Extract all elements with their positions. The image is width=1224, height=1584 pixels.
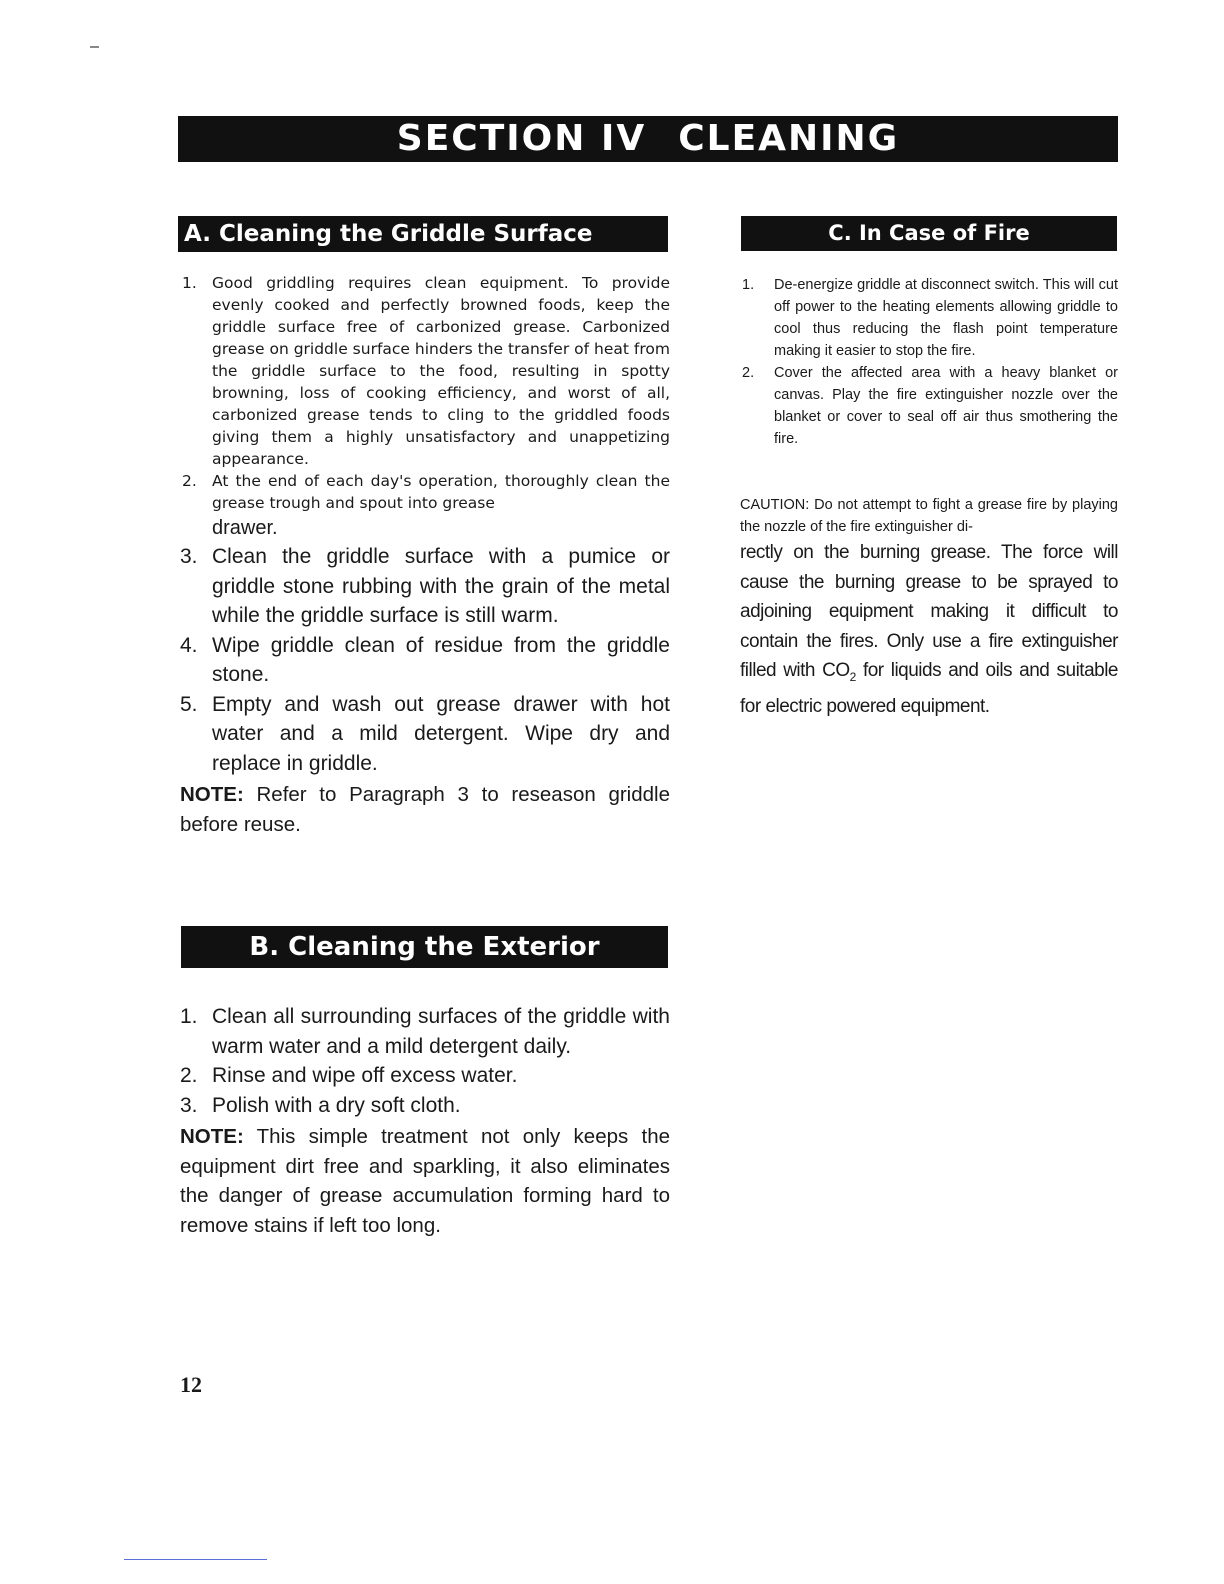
section-b-content bbox=[180, 1002, 670, 1240]
section-title-bar bbox=[178, 116, 1118, 162]
item-number: 4. bbox=[180, 633, 198, 657]
caution-text: for liquids and oils and suitable for electric powered equipment. bbox=[740, 660, 1118, 718]
scan-mark bbox=[90, 46, 99, 48]
heading-cleaning-exterior: B. Cleaning the Exterior bbox=[181, 926, 668, 968]
item-number: 3. bbox=[180, 545, 198, 568]
list-item bbox=[180, 690, 670, 779]
heading-in-case-of-fire: C. In Case of Fire bbox=[741, 216, 1117, 251]
note-text: Refer to Paragraph 3 to reseason griddle before reuse. bbox=[180, 783, 670, 836]
item-text: Empty and wash out grease drawer with hot water and a mild detergent. Wipe dry and replace in griddle. bbox=[212, 692, 670, 775]
item-text: Clean the griddle surface with a pumice or griddle stone rubbing with the grain of the metal while the griddle surface is still warm. bbox=[212, 545, 670, 627]
item-text: Rinse and wipe off excess water. bbox=[212, 1064, 518, 1087]
item-text: Polish with a dry soft cloth. bbox=[212, 1093, 461, 1117]
item-number: 2. bbox=[180, 1064, 198, 1087]
co2-subscript: 2 bbox=[849, 669, 856, 684]
caution-paragraph bbox=[740, 494, 1118, 538]
caution-label: CAUTION: bbox=[740, 497, 810, 513]
item-number: 2. bbox=[182, 472, 197, 490]
list-item bbox=[742, 274, 1118, 362]
list-item bbox=[742, 362, 1118, 450]
item-text: Cover the affected area with a heavy blanket or canvas. Play the fire extinguisher nozzle over the blanket or cover to seal off air thus smothering the fire. bbox=[774, 365, 1118, 447]
section-a-content bbox=[180, 272, 670, 839]
list-item bbox=[180, 470, 670, 514]
section-name: CLEANING bbox=[678, 118, 900, 159]
item-number: 1. bbox=[182, 274, 197, 292]
list-item bbox=[180, 1061, 670, 1091]
note-paragraph bbox=[180, 780, 670, 839]
section-c-content bbox=[742, 274, 1118, 450]
list-item bbox=[180, 631, 670, 690]
note-text: This simple treatment not only keeps the equipment dirt free and sparkling, it also eliminates the danger of grease accumulation forming hard to remove stains if left too long. bbox=[180, 1125, 670, 1237]
caution-text: rectly on the burning grease. The force will cause the burning grease to be sprayed to adjoining equipment making it difficult to contain the fires. Only use a fire extinguisher filled with bbox=[740, 542, 1118, 681]
item-number: 1. bbox=[180, 1005, 198, 1028]
co2-formula bbox=[822, 660, 856, 684]
item-text: Wipe griddle clean of residue from the griddle stone. bbox=[212, 633, 670, 686]
section-number: SECTION IV bbox=[396, 118, 647, 159]
list-item bbox=[180, 542, 670, 631]
item-text: At the end of each day's operation, thoroughly clean the grease trough and spout into grease bbox=[212, 472, 670, 512]
page-number: 12 bbox=[180, 1372, 202, 1397]
heading-cleaning-griddle-surface: A. Cleaning the Griddle Surface bbox=[178, 216, 668, 252]
item-text-continued: drawer. bbox=[212, 517, 278, 539]
list-item bbox=[180, 1091, 670, 1121]
caution-text: Do not attempt to fight a grease fire by playing the nozzle of the fire extinguisher di- bbox=[740, 497, 1118, 535]
item-number: 1. bbox=[742, 277, 755, 293]
note-label: NOTE: bbox=[180, 783, 244, 806]
list-item bbox=[180, 1002, 670, 1061]
item-number: 3. bbox=[180, 1093, 198, 1117]
caution-paragraph-continued bbox=[740, 538, 1118, 722]
item-text: Clean all surrounding surfaces of the griddle with warm water and a mild detergent daily. bbox=[212, 1005, 670, 1058]
footer-rule bbox=[124, 1559, 267, 1560]
note-paragraph bbox=[180, 1122, 670, 1240]
item-text: De-energize griddle at disconnect switch. This will cut off power to the heating elements allowing griddle to cool thus reducing the flash point temperature making it easier to stop the fire. bbox=[774, 277, 1118, 359]
co2-text: CO bbox=[822, 660, 850, 681]
item-number: 2. bbox=[742, 365, 755, 381]
list-item bbox=[180, 272, 670, 470]
note-label: NOTE: bbox=[180, 1125, 244, 1148]
item-text: Good griddling requires clean equipment. To provide evenly cooked and perfectly browned foods, keep the griddle surface free of carbonized grease. Carbonized grease on griddle surface hinders the transfer of heat from the griddle surface to the food, resulting in spotty browning, loss of cooking efficiency, and worst of all, carbonized grease tends to cling to the griddled foods giving them a highly unsatisfactory and unappetizing appearance. bbox=[212, 274, 670, 468]
item-number: 5. bbox=[180, 692, 198, 716]
